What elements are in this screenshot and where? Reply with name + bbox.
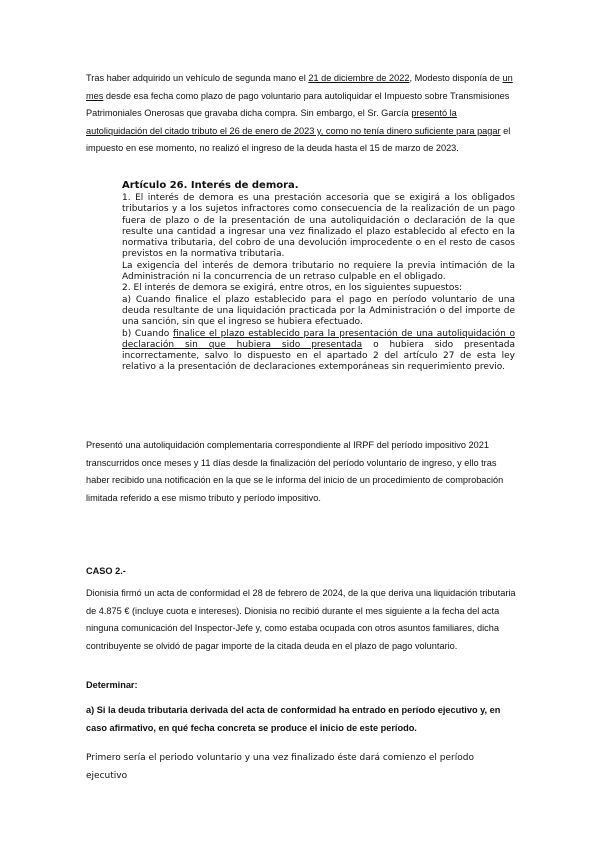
- text-run: o hubiera sido presentada incorrectamente, salvo lo dispuesto en el apartado 2 del artículo 27 de esta ley relativo a la presentación de declaraciones extemporáneas sin requerimiento previo.: [122, 339, 516, 373]
- article-paragraph-1: 1. El interés de demora es una prestación accesoria que se exigirá a los obligados tributarios y a los sujetos infractores como consecuencia de la realización de un pago fuera de plazo o de la presentación de una autoliquidación o declaración de la que resulte una cantidad a ingresar una vez finalizado el plazo establecido al efecto en la normativa tributaria, del cobro de una devolución improcedente o en el resto de casos previstos en la normativa tributaria.: [122, 193, 515, 260]
- text-run: , Modesto disponía de: [409, 73, 503, 83]
- underlined-date: 21 de diciembre de 2022: [308, 73, 410, 83]
- article-paragraph-4: a) Cuando finalice el plazo establecido para el pago en período voluntario de una deuda resultante de una liquidación practicada por la Administración o del importe de una sanción, sin que el ingreso se hubiera efectuado.: [122, 294, 515, 328]
- article-paragraph-2: La exigencia del interés de demora tributario no requiere la previa intimación de la Administración ni la concurrencia de un retraso culpable en el obligado.: [122, 260, 515, 283]
- question-a: a) Si la deuda tributaria derivada del acta de conformidad ha entrado en período ejecutivo y, en caso afirmativo, en qué fecha concreta se produce el inicio de este período.: [86, 705, 501, 733]
- determine-heading: Determinar:: [86, 680, 138, 690]
- irpf-paragraph: Presentó una autoliquidación complementaria correspondiente al IRPF del período impositivo 2021 transcurridos once meses y 11 días desde la finalización del período voluntario de ingreso, y ello tras haber recibido una notificación en la que se le informa del inicio de un procedimiento de comprobación limitada referido a ese mismo tributo y período impositivo.: [86, 440, 504, 503]
- case1-paragraph: [86, 70, 516, 158]
- article-paragraph-5: [122, 329, 515, 374]
- case2-heading: CASO 2.-: [86, 566, 126, 576]
- text-run: el impuesto en ese momento, no realizó el ingreso de la deuda hasta el 15 de marzo de 2023.: [86, 125, 511, 154]
- text-run: desde esa fecha como plazo de pago voluntario para autoliquidar el Impuesto sobre Transmisiones Patrimoniales Onerosas que gravaba dicha compra. Sin embargo, el Sr. García: [86, 90, 510, 119]
- answer-text: Primero sería el periodo voluntario y una vez finalizado éste dará comienzo el período ejecutivo: [86, 753, 474, 781]
- article-title: Artículo 26. Interés de demora.: [122, 180, 299, 191]
- underlined-phrase: presentó la autoliquidación del citado tributo el 26 de enero de 2023 y, como no tenía dinero suficiente para pagar: [86, 108, 501, 136]
- case2-paragraph: Dionisia firmó un acta de conformidad el 28 de febrero de 2024, de la que deriva una liquidación tributaria de 4.875 € (incluye cuota e intereses). Dionisia no recibió durante el mes siguiente a la fecha del acta ninguna comunicación del Inspector-Jefe y, como estaba ocupada con otros asuntos familiares, dicha contribuyente se olvidó de pagar importe de la citada deuda en el plazo de pago voluntario.: [86, 588, 516, 651]
- underlined-term: un mes: [86, 73, 513, 101]
- underlined-phrase: finalice el plazo establecido para la presentación de una autoliquidación o declaración sin que hubiera sido presentada: [122, 328, 515, 350]
- article-paragraph-3: 2. El interés de demora se exigirá, entre otros, en los siguientes supuestos:: [122, 283, 463, 294]
- article-26-quote: [122, 179, 515, 374]
- text-run: b) Cuando: [122, 328, 173, 339]
- text-run: Tras haber adquirido un vehículo de segunda mano el: [86, 73, 309, 83]
